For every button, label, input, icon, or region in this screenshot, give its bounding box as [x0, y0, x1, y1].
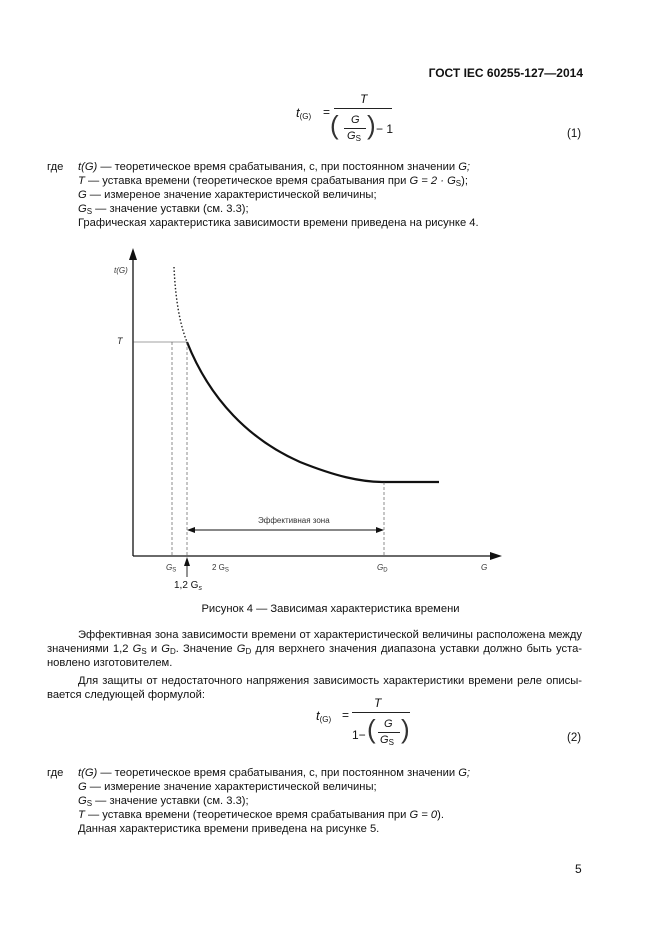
formula-1-left-paren: ( [330, 110, 339, 140]
para-1-line-2: значениями 1,2 $G_S$ и $G_D$. Значение $G_D$ для верхнего значения диапазона уставки должно быть уста- [47, 643, 583, 656]
formula-1 [290, 92, 420, 156]
where-1-line-3: G — измереное значение характеристической величины; [78, 189, 377, 201]
formula-2-inner-fraction-bar [378, 732, 400, 733]
para-1-line-3: новлено изготовителем. [47, 657, 173, 669]
where-1-label: где [47, 161, 64, 173]
x-label-gs: GS [166, 563, 177, 574]
formula-1-inner-num: G [351, 114, 360, 126]
formula-2-right-paren: ) [401, 714, 410, 744]
where-2-after: Данная характеристика времени приведена на рисунке 5. [78, 823, 380, 835]
time-characteristic-curve [187, 342, 439, 482]
formula-1-minus-one: − 1 [376, 122, 394, 136]
formula-1-inner-fraction-bar [344, 128, 366, 129]
where-2-line-1: t(G) — теоретическое время срабатывания, с, при постоянном значении G; [78, 767, 470, 779]
x-label-g: G [481, 563, 488, 572]
effective-zone-arrow-left-head [187, 527, 195, 533]
formula-1-right-paren: ) [367, 110, 376, 140]
formula-2-inner-den: $G_S$ [380, 734, 394, 747]
formula-1-number: (1) [567, 128, 582, 140]
formula-2-left-paren: ( [367, 714, 376, 744]
x-label-2gs: 2 GS [212, 563, 229, 574]
formula-2 [312, 694, 442, 758]
formula-1-numerator: T [360, 92, 368, 106]
formula-1-main-fraction-bar [334, 108, 392, 109]
effective-zone-arrow-right-head [376, 527, 384, 533]
x-axis-arrow [490, 552, 502, 560]
formula-2-inner-num: G [384, 718, 393, 730]
where-1-after: Графическая характеристика зависимости времени приведена на рисунке 4. [78, 217, 479, 229]
figure-4-caption: Рисунок 4 — Зависимая характеристика времени [201, 603, 460, 615]
where-1-line-4: $G_S$ — значение уставки (см. 3.3); [78, 203, 249, 216]
where-2-line-2: G — измерение значение характеристической величины; [78, 781, 377, 793]
para-1-line-1: Эффективная зона зависимости времени от характеристической величины расположена между [78, 629, 582, 641]
x-label-gd: GD [377, 563, 388, 574]
where-2-label: где [47, 767, 64, 779]
figure-4-diagram [0, 240, 661, 600]
formula-2-numerator: T [374, 696, 382, 710]
y-axis-arrow [129, 248, 137, 260]
t-level-label: T [117, 336, 123, 346]
marker-label: 1,2 $G_s$ [174, 580, 202, 592]
page-number: 5 [575, 862, 582, 876]
formula-1-inner-den: $G_S$ [347, 130, 361, 143]
y-axis-label: t(G) [114, 266, 128, 275]
formula-1-lhs: $t_{(G)}$ [296, 105, 312, 121]
where-1-line-2: T — уставка времени (теоретическое время срабатывания при $G = 2 \cdot G_S$); [78, 175, 468, 188]
zone-label: Эффективная зона [258, 516, 330, 525]
para-2-line-1: Для защиты от недостаточного напряжения зависимость характеристики времени реле описы- [78, 675, 582, 687]
where-2-line-3: $G_S$ — значение уставки (см. 3.3); [78, 795, 249, 808]
formula-2-equals: = [342, 708, 350, 722]
standard-designation: ГОСТ IEC 60255-127—2014 [428, 66, 583, 80]
formula-2-lhs: $t_{(G)}$ [316, 708, 332, 724]
where-2-line-4: T — уставка времени (теоретическое время срабатывания при G = 0). [78, 809, 444, 821]
formula-1-equals: = [323, 105, 331, 119]
formula-2-number: (2) [567, 732, 582, 744]
para-2-line-2: вается следующей формулой: [47, 689, 205, 701]
curve-dotted-segment [174, 267, 187, 342]
where-1-line-1: t(G) — теоретическое время срабатывания, с, при постоянном значении G; [78, 161, 470, 173]
formula-2-main-fraction-bar [352, 712, 410, 713]
formula-2-one-minus: 1− [352, 728, 366, 742]
marker-arrow-head [184, 557, 190, 566]
